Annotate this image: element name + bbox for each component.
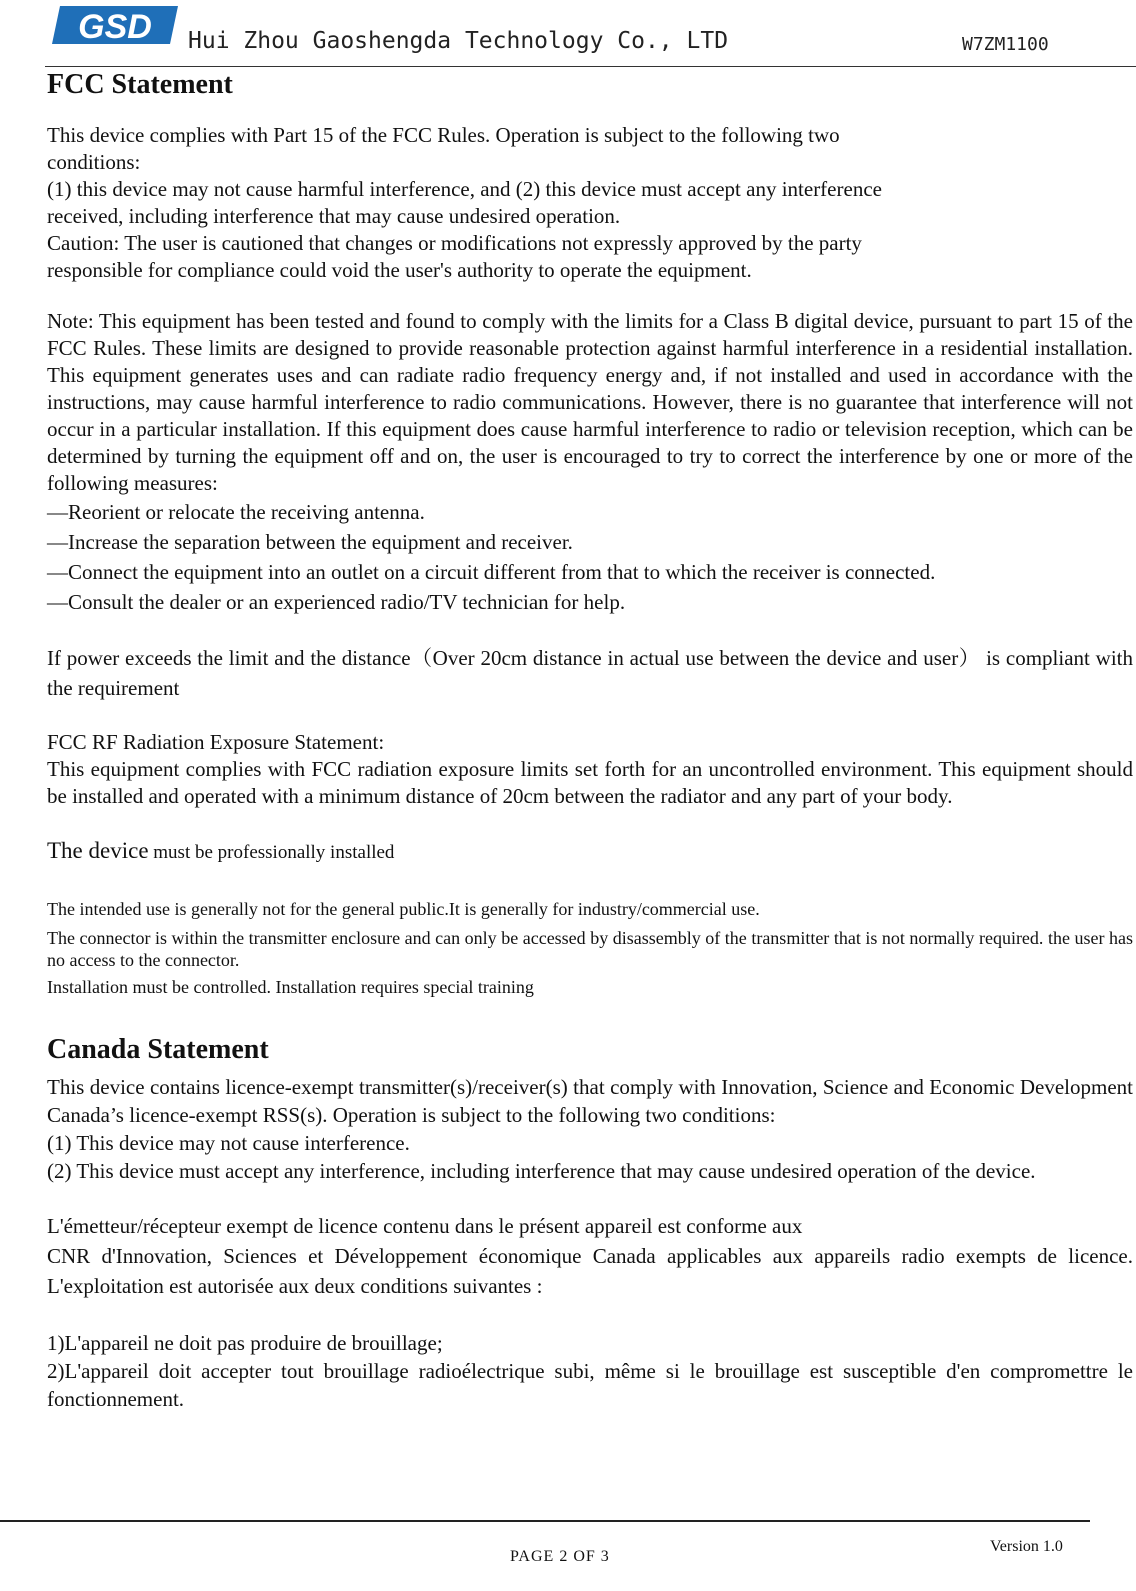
footer-divider <box>0 1520 1090 1522</box>
fcc-intro-line: This device complies with Part 15 of the FCC Rules. Operation is subject to the following two <box>47 123 840 147</box>
header-divider <box>45 66 1136 67</box>
rf-title: FCC RF Radiation Exposure Statement: <box>47 730 385 754</box>
document-body <box>47 68 1133 1413</box>
page-header <box>0 0 1136 66</box>
gsd-logo <box>52 2 182 48</box>
fcc-intro <box>47 122 1133 284</box>
fcc-intro-line: Caution: The user is cautioned that changes or modifications not expressly approved by the party <box>47 231 862 255</box>
installation-statement: Installation must be controlled. Installation requires special training <box>47 977 534 997</box>
page-number: PAGE 2 OF 3 <box>510 1548 610 1565</box>
connector-statement: The connector is within the transmitter enclosure and can only be accessed by disassembly of the transmitter that is not normally required. the user has no access to the connector. <box>47 928 1133 970</box>
fcc-intro-line: (1) this device may not cause harmful interference, and (2) this device must accept any interference <box>47 177 882 201</box>
device-install-text: must be professionally installed <box>148 842 395 863</box>
fcc-intro-line: received, including interference that may cause undesired operation. <box>47 204 621 228</box>
measure-item: —Reorient or relocate the receiving antenna. <box>47 500 425 524</box>
canada-line: (1) This device may not cause interference. <box>47 1131 410 1155</box>
intended-use: The intended use is generally not for the general public.It is generally for industry/commercial use. <box>47 899 760 919</box>
canada-line: This device contains licence-exempt transmitter(s)/receiver(s) that comply with Innovation, Science and Economic Development Canada’s licence-exempt RSS(s). Operation is subject to the following two conditions: <box>47 1075 1133 1127</box>
rf-exposure <box>47 729 1133 810</box>
version-label: Version 1.0 <box>990 1538 1063 1555</box>
french-line: L'émetteur/récepteur exempt de licence contenu dans le présent appareil est conforme aux <box>47 1214 803 1238</box>
document-id: W7ZM1100 <box>962 34 1049 55</box>
fcc-measures <box>47 497 1133 617</box>
fcc-note: Note: This equipment has been tested and found to comply with the limits for a Class B digital device, pursuant to part 15 of the FCC Rules. These limits are designed to provide reasonable protection against harmful interference in a residential installation. This equipment generates uses and can radiate radio frequency energy and, if not installed and used in accordance with the instructions, may cause harmful interference to radio communications. However, there is no guarantee that interference will not occur in a particular installation. If this equipment does cause harmful interference to radio or television reception, which can be determined by turning the equipment off and on, the user is encouraged to try to correct the interference by one or more of the following measures: <box>47 309 1133 495</box>
french-condition: 1)L'appareil ne doit pas produire de brouillage; <box>47 1331 443 1355</box>
power-statement: If power exceeds the limit and the distance（Over 20cm distance in actual use between the device and user） is compliant with the requirement <box>47 646 1133 700</box>
canada-french-conditions <box>47 1329 1133 1413</box>
canada-line: (2) This device must accept any interference, including interference that may cause undesired operation of the device. <box>47 1159 1036 1183</box>
logo-text: GSD <box>78 8 152 46</box>
canada-title: Canada Statement <box>47 1034 269 1065</box>
device-label: The device <box>47 838 149 863</box>
canada-body <box>47 1073 1133 1185</box>
company-name: Hui Zhou Gaoshengda Technology Co., LTD <box>188 28 729 54</box>
measure-item: —Consult the dealer or an experienced radio/TV technician for help. <box>47 590 626 614</box>
french-line: CNR d'Innovation, Sciences et Développement économique Canada applicables aux appareils radio exempts de licence. L'exploitation est autorisée aux deux conditions suivantes : <box>47 1244 1133 1298</box>
canada-french <box>47 1211 1133 1301</box>
fcc-title: FCC Statement <box>47 69 233 100</box>
fcc-intro-line: responsible for compliance could void the user's authority to operate the equipment. <box>47 258 752 282</box>
fcc-intro-line: conditions: <box>47 150 141 174</box>
measure-item: —Increase the separation between the equipment and receiver. <box>47 530 573 554</box>
french-condition: 2)L'appareil doit accepter tout brouillage radioélectrique subi, même si le brouillage est susceptible d'en compromettre le fonctionnement. <box>47 1359 1133 1411</box>
measure-item: —Connect the equipment into an outlet on a circuit different from that to which the receiver is connected. <box>47 560 936 584</box>
rf-body: This equipment complies with FCC radiation exposure limits set forth for an uncontrolled environment. This equipment should be installed and operated with a minimum distance of 20cm between the radiator and any part of your body. <box>47 757 1133 808</box>
professional-install <box>47 836 1133 869</box>
